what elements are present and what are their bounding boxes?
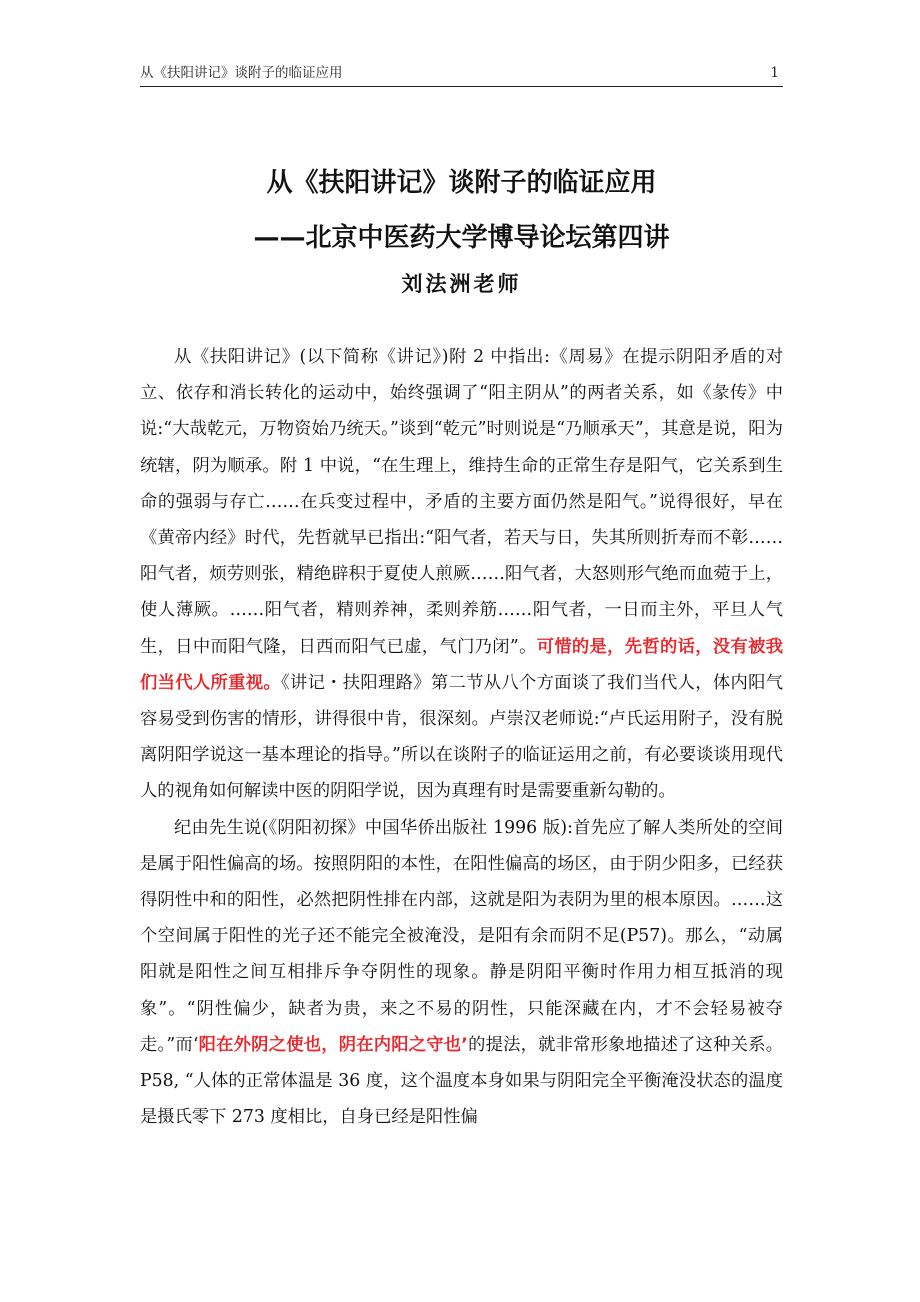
document-subtitle: ——北京中医药大学博导论坛第四讲 bbox=[253, 223, 670, 253]
paragraph-2 bbox=[140, 810, 783, 1136]
paragraph-1-highlight: 可惜的是，先哲的话，没有被我们当代人所重视。 bbox=[140, 636, 783, 693]
paragraph-2-text-b: 的提法，就非常形象地描述了这种关系。P58, “人体的正常体温是 36 度，这个温度本身如果与阴阳完全平衡淹没状态的温度是摄氏零下 273 度相比，自身已经是阳性偏 bbox=[140, 1034, 783, 1128]
document-body bbox=[140, 339, 783, 1135]
paragraph-2-text-a: 纪由先生说(《阴阳初探》中国华侨出版社 1996 版):首先应了解人类所处的空间是属于阳性偏高的场。按照阴阳的本性，在阳性偏高的场区，由于阴少阳多，已经获得阴性中和的阳性，必然把阴性排在内部，这就是阳为表阴为里的根本原因。……这个空间属于阳性的光子还不能完全被淹没，是阳有余而阴不足(P57)。那么，“动属阳就是阳性之间互相排斥争夺阴性的现象。静是阴阳平衡时作用力相互抵消的现象”。“阴性偏少，缺者为贵，来之不易的阴性，只能深藏在内，才不会轻易被夺走。”而‘ bbox=[140, 817, 783, 1055]
document-title: 从《扶阳讲记》谈附子的临证应用 bbox=[266, 168, 657, 198]
paragraph-2-highlight: 阳在外阴之使也，阴在内阳之守也’ bbox=[198, 1034, 468, 1055]
page-header bbox=[140, 64, 783, 86]
page-number: 1 bbox=[770, 65, 779, 81]
paragraph-1-text-b: 《讲记・扶阳理路》第二节从八个方面谈了我们当代人，体内阳气容易受到伤害的情形，讲得很中肯，很深刻。卢崇汉老师说:“卢氏运用附子，没有脱离阴阳学说这一基本理论的指导。”所以在谈附子的临证运用之前，有必要谈谈用现代人的视角如何解读中医的阴阳学说，因为真理有时是需要重新勾勒的。 bbox=[140, 672, 783, 802]
header-title: 从《扶阳讲记》谈附子的临证应用 bbox=[140, 65, 343, 81]
header-rule bbox=[140, 86, 783, 87]
paragraph-1 bbox=[140, 339, 783, 810]
paragraph-1-text-a: 从《扶阳讲记》(以下简称《讲记》)附 2 中指出:《周易》在提示阴阳矛盾的对立、依存和消长转化的运动中，始终强调了“阳主阴从”的两者关系，如《彖传》中说:“大哉乾元，万物资始乃统天。”谈到“乾元”时则说是“乃顺承天”，其意是说，阳为统辖，阴为顺承。附 1 中说，“在生理上，维持生命的正常生存是阳气，它关系到生命的强弱与存亡……在兵变过程中，矛盾的主要方面仍然是阳气。”说得很好，早在《黄帝内经》时代，先哲就早已指出:“阳气者，若天与日，失其所则折寿而不彰……阳气者，烦劳则张，精绝辟积于夏使人煎厥……阳气者，大怒则形气绝而血菀于上，使人薄厥。……阳气者，精则养神，柔则养筋……阳气者，一日而主外，平旦人气生，日中而阳气隆，日西而阳气已虚，气门乃闭”。 bbox=[140, 347, 783, 657]
author-name: 刘法洲老师 bbox=[401, 272, 522, 296]
